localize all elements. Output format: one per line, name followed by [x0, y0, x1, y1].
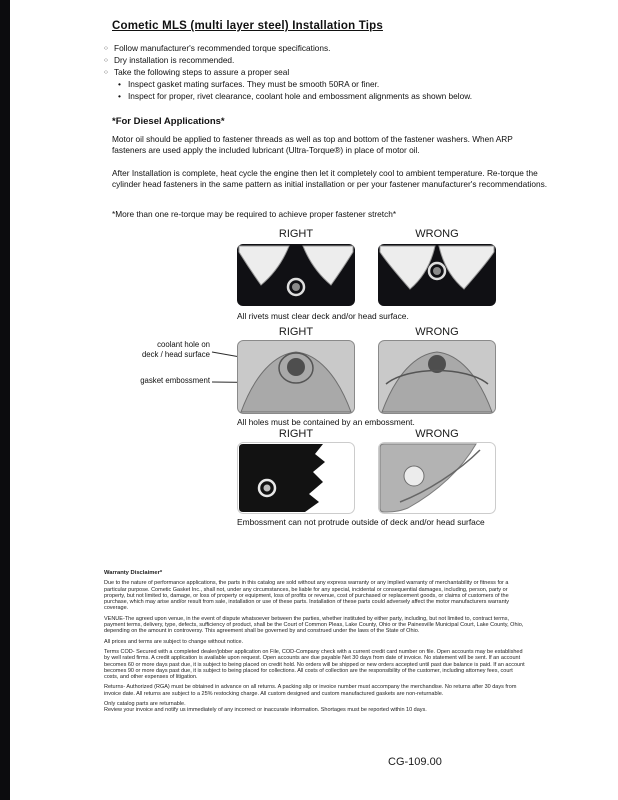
embossment-contained-right-diagram: [237, 340, 355, 414]
page-left-edge-bar: [0, 0, 10, 800]
list-item: ○ Dry installation is recommended.: [104, 54, 584, 66]
list-item: ○ Take the following steps to assure a proper seal: [104, 66, 584, 78]
embossment-right-illustration: [237, 340, 355, 414]
rivet-clearance-right-diagram: [237, 244, 355, 306]
protrusion-wrong-diagram: [378, 442, 496, 514]
warranty-disclaimer: [104, 570, 526, 718]
disclaimer-paragraph: Review your invoice and notify us immediately of any incorrect or inaccurate information. Shortages must be reported within 10 days.: [104, 707, 427, 714]
rivet-wrong-illustration: [378, 244, 496, 306]
coolant-hole-callout-line1: coolant hole on: [157, 340, 210, 349]
rivet-right-illustration: [237, 244, 355, 306]
list-subitem: • Inspect gasket mating surfaces. They must be smooth 50RA or finer.: [118, 78, 584, 90]
embossment-contained-wrong-diagram: [378, 340, 496, 414]
warranty-disclaimer-heading: Warranty Disclaimer*: [104, 570, 163, 576]
page-title: Cometic MLS (multi layer steel) Installation Tips: [112, 20, 383, 32]
protrusion-wrong-illustration: [378, 442, 496, 514]
row1-right-label: RIGHT: [278, 228, 314, 240]
diesel-applications-heading: *For Diesel Applications*: [112, 116, 225, 127]
row3-caption: Embossment can not protrude outside of deck and/or head surface: [237, 517, 485, 527]
coolant-hole-callout: [116, 340, 210, 359]
row3-wrong-label: WRONG: [415, 428, 459, 440]
disclaimer-paragraph: Terms COD- Secured with a completed dealer/jobber application on File, COD-Company check with a current credit card number on file. Open accounts may be established by well rated firms. A credit application is available upon request. Open accounts are due payable Net 30 days from date of invoice. No statement will be sent. If an account becomes 60 or more days past due, it is subject to being placed on credit hold. No orders will be shipped or new orders accepted until past due balance is paid. If an account becomes 90 or more days past due, it is subject to being placed for collections. All costs of collection are the responsibility of the customer, including attorney fees, court costs, and other expenses of litigation.: [104, 648, 525, 681]
catalog-page-code: CG-109.00: [388, 756, 442, 768]
disclaimer-paragraph: Returns- Authorized (RGA) must be obtained in advance on all returns. A packing slip or invoice number must accompany the merchandise. No returns after 30 days from invoice date. All returns are subject to a 25% restocking charge. All custom designed and custom manufactured gaskets are non-returnable.: [104, 684, 517, 697]
installation-tips-list: [104, 42, 584, 102]
diesel-paragraph-2: After Installation is complete, heat cycle the engine then let it completely cool to ambient temperature. Re-torque the cylinder head fasteners in the same pattern as initial installation or per your fastener manufacturer's recommendations.: [112, 168, 548, 189]
disclaimer-paragraph: VENUE-The agreed upon venue, in the event of dispute whatsoever between the parties, whether instituted by either party, including, but not limited to, contract terms, payment terms, delivery, type, defects, sufficiency of product, shall be the Court of Common Pleas, Lake County, Ohio or the Painesville Municipal Court, Lake County, Ohio, depending on the amount in controversy. This agreement shall be governed by and construed under the laws of the State of Ohio.: [104, 615, 524, 635]
diesel-paragraph-1: Motor oil should be applied to fastener threads as well as top and bottom of the fastener washers. When ARP fasteners are used apply the included lubricant (Ultra-Torque®) in place of motor oil.: [112, 134, 513, 155]
row2-wrong-label: WRONG: [415, 326, 459, 338]
protrusion-right-illustration: [237, 442, 355, 514]
rivet-clearance-wrong-diagram: [378, 244, 496, 306]
list-item: ○ Follow manufacturer's recommended torque specifications.: [104, 42, 584, 54]
gasket-embossment-callout: gasket embossment: [140, 376, 210, 385]
row1-wrong-label: WRONG: [415, 228, 459, 240]
embossment-wrong-illustration: [378, 340, 496, 414]
row2-caption: All holes must be contained by an embossment.: [237, 417, 415, 427]
row1-caption: All rivets must clear deck and/or head surface.: [237, 311, 409, 321]
row2-right-label: RIGHT: [278, 326, 314, 338]
row3-right-label: RIGHT: [278, 428, 314, 440]
retorque-note: *More than one re-torque may be required to achieve proper fastener stretch*: [112, 209, 397, 219]
protrusion-right-diagram: [237, 442, 355, 514]
disclaimer-paragraph: Only catalog parts are returnable.: [104, 701, 186, 708]
list-subitem: • Inspect for proper, rivet clearance, coolant hole and embossment alignments as shown below.: [118, 90, 584, 102]
coolant-hole-callout-line2: deck / head surface: [141, 349, 210, 359]
disclaimer-paragraph: All prices and terms are subject to change without notice.: [104, 638, 244, 645]
disclaimer-paragraph: Due to the nature of performance applications, the parts in this catalog are sold without any express warranty or any implied warranty of merchantability or fitness for a particular purpose. Cometic Gasket Inc., shall not, under any circumstances, be liable for any special, incidental or consequential damages, including, person, party or property, but not limited to, damage, or loss of property or equipment, loss of profits or revenue, cost of purchased or replacement goods, or claims of customers of the purchase, which may arise and/or result from sale, installation or use of these parts. Installation of these parts could adversely affect the motor manufacturers warranty coverage.: [104, 580, 509, 612]
